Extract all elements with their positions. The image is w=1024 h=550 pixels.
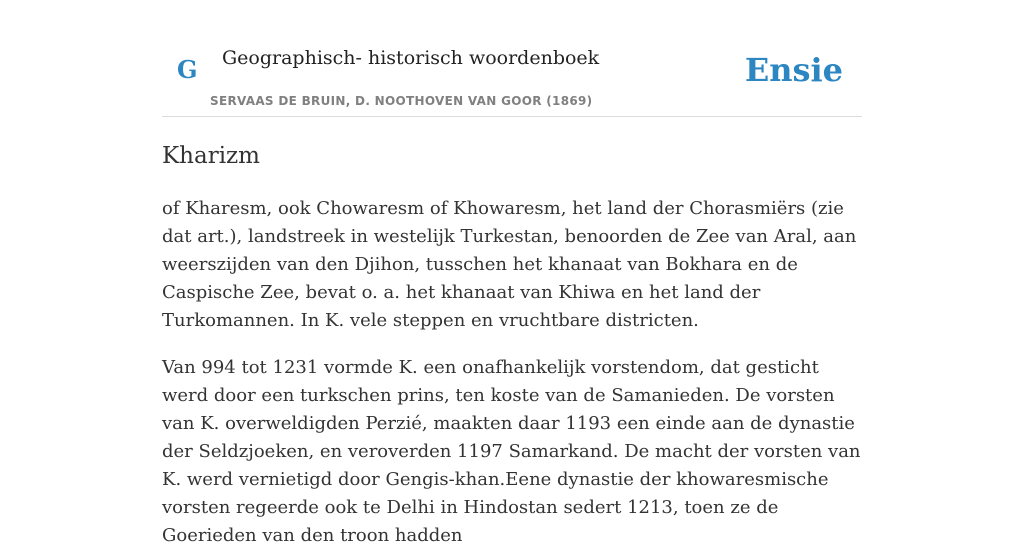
- ensie-logo-link[interactable]: Ensie: [744, 51, 843, 89]
- page: [162, 0, 862, 550]
- book-authors: SERVAAS DE BRUIN, D. NOOTHOVEN VAN GOOR (1869): [210, 94, 593, 108]
- entry-title: Kharizm: [162, 143, 260, 169]
- entry-paragraph: Van 994 tot 1231 vormde K. een onafhankelijk vorstendom, dat gesticht werd door een turkschen prins, ten koste van de Samanieden. De vorsten van K. overweldigden Perzié, maakten daar 1193 een einde aan de dynastie der Seldzjoeken, en veroverden 1197 Samarkand. De macht der vorsten van K. werd vernietigd door Gengis-khan.Eene dynastie der khowaresmische vorsten regeerde ook te Delhi in Hindostan sedert 1213, toen ze de Goerieden van den troon hadden: [162, 357, 861, 546]
- book-letter-icon[interactable]: G: [177, 55, 198, 84]
- entry-paragraph: of Kharesm, ook Chowaresm of Khowaresm, het land der Chorasmiërs (zie dat art.), landstreek in westelijk Turkestan, benoorden de Zee van Aral, aan weerszijden van den Djihon, tusschen het khanaat van Bokhara en de Caspische Zee, bevat o. a. het khanaat van Khiwa en het land der Turkomannen. In K. vele steppen en vruchtbare districten.: [162, 198, 857, 331]
- header: [162, 0, 862, 117]
- book-title-link[interactable]: Geographisch- historisch woordenboek: [222, 47, 600, 69]
- entry-body: [162, 195, 862, 550]
